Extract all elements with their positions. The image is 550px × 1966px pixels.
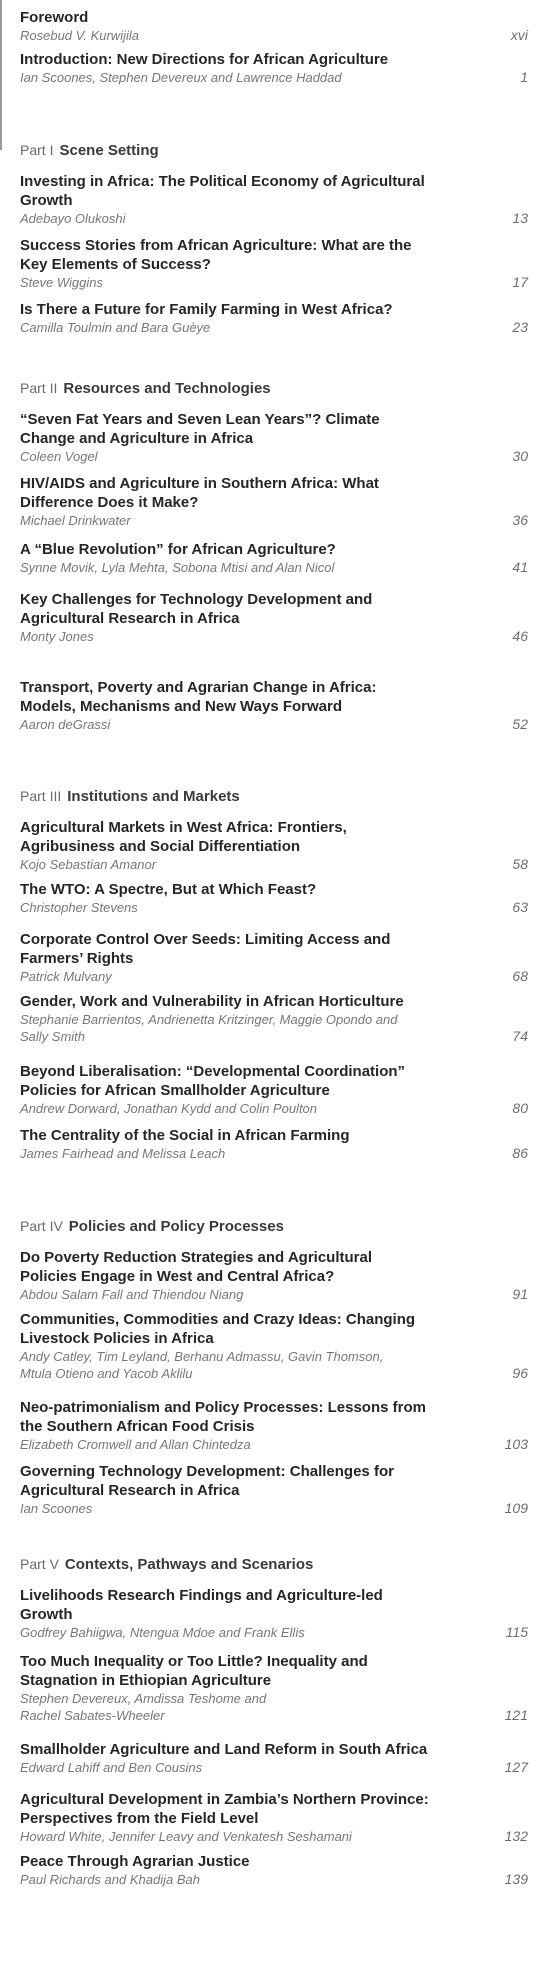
chapter-title-line: Investing in Africa: The Political Economy of Agricultural xyxy=(20,173,425,190)
chapter-authors-line: James Fairhead and Melissa Leach xyxy=(20,1146,226,1161)
toc-entry[interactable] xyxy=(20,300,530,336)
chapter-title-line: Beyond Liberalisation: “Developmental Coordination” xyxy=(20,1063,406,1080)
chapter-title-line: Farmers’ Rights xyxy=(20,950,134,967)
chapter-title-line: Governing Technology Development: Challenges for xyxy=(20,1463,394,1480)
chapter-title-line: Key Elements of Success? xyxy=(20,256,211,273)
chapter-title xyxy=(20,8,490,27)
chapter-title xyxy=(20,992,490,1011)
chapter-authors xyxy=(20,716,490,733)
chapter-authors xyxy=(20,1690,490,1724)
part-number: Part II xyxy=(20,380,58,396)
page-number: 17 xyxy=(512,274,528,290)
chapter-title-line: Transport, Poverty and Agrarian Change in Africa: xyxy=(20,679,377,696)
toc-entry[interactable] xyxy=(20,50,530,86)
toc-entry[interactable] xyxy=(20,1652,530,1724)
part-number: Part V xyxy=(20,1556,59,1572)
page-number: 52 xyxy=(512,716,528,732)
part-number: Part IV xyxy=(20,1218,63,1234)
chapter-title-line: Perspectives from the Field Level xyxy=(20,1810,259,1827)
chapter-title-line: Smallholder Agriculture and Land Reform in South Africa xyxy=(20,1741,428,1758)
chapter-title xyxy=(20,1852,490,1871)
part-name: Policies and Policy Processes xyxy=(68,1218,284,1235)
chapter-authors-line: Stephen Devereux, Amdissa Teshome and xyxy=(20,1691,267,1706)
toc-entry[interactable] xyxy=(20,1248,530,1303)
chapter-authors-line: Monty Jones xyxy=(20,629,94,644)
chapter-authors xyxy=(20,899,490,916)
chapter-title xyxy=(20,172,490,210)
chapter-title xyxy=(20,678,490,716)
chapter-title xyxy=(20,236,490,274)
chapter-title-line: Agribusiness and Social Differentiation xyxy=(20,838,301,855)
part-number: Part I xyxy=(20,142,54,158)
chapter-title-line: the Southern African Food Crisis xyxy=(20,1418,255,1435)
chapter-title-line: Growth xyxy=(20,192,73,209)
chapter-title-line: Communities, Commodities and Crazy Ideas: Changing xyxy=(20,1311,416,1328)
page-number: 132 xyxy=(504,1828,528,1844)
chapter-authors xyxy=(20,1436,490,1453)
page-number: 80 xyxy=(512,1100,528,1116)
toc-entry[interactable] xyxy=(20,172,530,227)
chapter-authors xyxy=(20,1871,490,1888)
chapter-title-line: Change and Agriculture in Africa xyxy=(20,430,254,447)
chapter-title xyxy=(20,474,490,512)
toc-entry[interactable] xyxy=(20,992,530,1045)
part-heading xyxy=(20,142,159,159)
chapter-title-line: Is There a Future for Family Farming in West Africa? xyxy=(20,301,393,318)
chapter-authors xyxy=(20,1100,490,1117)
page-number: xvi xyxy=(510,27,528,43)
page-number: 91 xyxy=(512,1286,528,1302)
chapter-title xyxy=(20,50,490,69)
chapter-authors xyxy=(20,319,490,336)
chapter-title xyxy=(20,410,490,448)
page-number: 96 xyxy=(512,1365,528,1381)
chapter-authors-line: Abdou Salam Fall and Thiendou Niang xyxy=(20,1287,244,1302)
toc-entry[interactable] xyxy=(20,540,530,576)
chapter-authors xyxy=(20,1348,490,1382)
chapter-title xyxy=(20,930,490,968)
chapter-authors xyxy=(20,1500,490,1517)
chapter-authors-line: Howard White, Jennifer Leavy and Venkatesh Seshamani xyxy=(20,1829,352,1844)
toc-entry[interactable] xyxy=(20,236,530,291)
toc-entry[interactable] xyxy=(20,818,530,873)
chapter-authors-line: Michael Drinkwater xyxy=(20,513,131,528)
chapter-title xyxy=(20,1310,490,1348)
part-name: Scene Setting xyxy=(59,142,159,159)
chapter-authors-line: Mtula Otieno and Yacob Aklilu xyxy=(20,1366,193,1381)
page-number: 63 xyxy=(512,899,528,915)
part-number: Part III xyxy=(20,788,62,804)
page-number: 68 xyxy=(512,968,528,984)
toc-entry[interactable] xyxy=(20,1462,530,1517)
chapter-authors-line: Adebayo Olukoshi xyxy=(20,211,126,226)
toc-entry[interactable] xyxy=(20,880,530,916)
chapter-title xyxy=(20,540,490,559)
chapter-title-line: A “Blue Revolution” for African Agriculture? xyxy=(20,541,336,558)
chapter-title xyxy=(20,880,490,899)
chapter-authors xyxy=(20,448,490,465)
chapter-authors xyxy=(20,274,490,291)
page-number: 139 xyxy=(504,1871,528,1887)
page-number: 36 xyxy=(512,512,528,528)
part-heading xyxy=(20,1218,284,1235)
chapter-title xyxy=(20,1790,490,1828)
chapter-title xyxy=(20,1248,490,1286)
toc-entry[interactable] xyxy=(20,1586,530,1641)
page-number: 121 xyxy=(504,1707,528,1723)
chapter-title-line: Policies for African Smallholder Agriculture xyxy=(20,1082,330,1099)
chapter-authors xyxy=(20,559,490,576)
chapter-title-line: Do Poverty Reduction Strategies and Agricultural xyxy=(20,1249,373,1266)
chapter-authors-line: Patrick Mulvany xyxy=(20,969,112,984)
margin-rule xyxy=(0,0,2,150)
chapter-title xyxy=(20,1126,490,1145)
chapter-title-line: Peace Through Agrarian Justice xyxy=(20,1853,250,1870)
chapter-title-line: The WTO: A Spectre, But at Which Feast? xyxy=(20,881,317,898)
chapter-title xyxy=(20,1740,490,1759)
chapter-title-line: Too Much Inequality or Too Little? Inequality and xyxy=(20,1653,368,1670)
toc-entry[interactable] xyxy=(20,1062,530,1117)
chapter-authors xyxy=(20,1286,490,1303)
page-number: 46 xyxy=(512,628,528,644)
toc-entry[interactable] xyxy=(20,8,530,44)
page-number: 127 xyxy=(504,1759,528,1775)
chapter-authors-line: Kojo Sebastian Amanor xyxy=(20,857,157,872)
chapter-authors-line: Sally Smith xyxy=(20,1029,86,1044)
chapter-title-line: Stagnation in Ethiopian Agriculture xyxy=(20,1672,272,1689)
toc-entry[interactable] xyxy=(20,1852,530,1888)
page-number: 23 xyxy=(512,319,528,335)
chapter-title-line: Foreword xyxy=(20,9,89,26)
chapter-title xyxy=(20,300,490,319)
chapter-title-line: Livelihoods Research Findings and Agriculture-led xyxy=(20,1587,383,1604)
chapter-authors xyxy=(20,27,490,44)
chapter-title-line: Introduction: New Directions for African Agriculture xyxy=(20,51,389,68)
chapter-authors xyxy=(20,512,490,529)
toc-entry[interactable] xyxy=(20,1310,530,1382)
chapter-title-line: Growth xyxy=(20,1606,73,1623)
page-number: 41 xyxy=(512,559,528,575)
chapter-authors-line: Ian Scoones xyxy=(20,1501,93,1516)
page-number: 58 xyxy=(512,856,528,872)
chapter-authors xyxy=(20,69,490,86)
chapter-title xyxy=(20,818,490,856)
chapter-authors-line: Christopher Stevens xyxy=(20,900,138,915)
page-number: 30 xyxy=(512,448,528,464)
chapter-authors-line: Paul Richards and Khadija Bah xyxy=(20,1872,200,1887)
chapter-authors-line: Steve Wiggins xyxy=(20,275,103,290)
toc-entry[interactable] xyxy=(20,930,530,985)
chapter-authors-line: Rosebud V. Kurwijila xyxy=(20,28,139,43)
page-number: 86 xyxy=(512,1145,528,1161)
chapter-authors-line: Stephanie Barrientos, Andrienetta Kritzinger, Maggie Opondo and xyxy=(20,1012,398,1027)
chapter-authors xyxy=(20,1759,490,1776)
page-number: 109 xyxy=(504,1500,528,1516)
chapter-title-line: Gender, Work and Vulnerability in African Horticulture xyxy=(20,993,404,1010)
toc-entry[interactable] xyxy=(20,678,530,733)
chapter-authors-line: Synne Movik, Lyla Mehta, Sobona Mtisi and Alan Nicol xyxy=(20,560,335,575)
chapter-authors-line: Camilla Toulmin and Bara Guèye xyxy=(20,320,211,335)
chapter-title-line: Models, Mechanisms and New Ways Forward xyxy=(20,698,343,715)
chapter-authors xyxy=(20,1624,490,1641)
chapter-authors xyxy=(20,1011,490,1045)
chapter-title-line: Agricultural Markets in West Africa: Frontiers, xyxy=(20,819,347,836)
chapter-title xyxy=(20,1586,490,1624)
chapter-title-line: Agricultural Development in Zambia’s Northern Province: xyxy=(20,1791,429,1808)
chapter-authors xyxy=(20,856,490,873)
chapter-title xyxy=(20,1398,490,1436)
chapter-title-line: Neo-patrimonialism and Policy Processes: Lessons from xyxy=(20,1399,426,1416)
chapter-title xyxy=(20,590,490,628)
part-heading xyxy=(20,380,271,397)
chapter-title-line: Key Challenges for Technology Development and xyxy=(20,591,373,608)
chapter-title-line: Difference Does it Make? xyxy=(20,494,199,511)
chapter-title xyxy=(20,1062,490,1100)
part-name: Resources and Technologies xyxy=(63,380,271,397)
chapter-authors-line: Coleen Vogel xyxy=(20,449,98,464)
chapter-title xyxy=(20,1462,490,1500)
page-number: 1 xyxy=(520,69,528,85)
chapter-authors xyxy=(20,968,490,985)
chapter-authors xyxy=(20,210,490,227)
chapter-authors xyxy=(20,1145,490,1162)
chapter-title-line: Agricultural Research in Africa xyxy=(20,610,240,627)
chapter-title-line: HIV/AIDS and Agriculture in Southern Africa: What xyxy=(20,475,379,492)
chapter-authors-line: Andy Catley, Tim Leyland, Berhanu Admassu, Gavin Thomson, xyxy=(20,1349,384,1364)
chapter-authors-line: Elizabeth Cromwell and Allan Chintedza xyxy=(20,1437,251,1452)
part-heading xyxy=(20,788,240,805)
toc-entry[interactable] xyxy=(20,1790,530,1845)
toc-entry[interactable] xyxy=(20,474,530,529)
chapter-title-line: Livestock Policies in Africa xyxy=(20,1330,214,1347)
chapter-authors xyxy=(20,1828,490,1845)
toc-entry[interactable] xyxy=(20,1740,530,1776)
toc-entry[interactable] xyxy=(20,1398,530,1453)
chapter-title-line: Corporate Control Over Seeds: Limiting Access and xyxy=(20,931,391,948)
page-number: 103 xyxy=(504,1436,528,1452)
chapter-title-line: Success Stories from African Agriculture: What are the xyxy=(20,237,412,254)
chapter-authors xyxy=(20,628,490,645)
chapter-authors-line: Rachel Sabates-Wheeler xyxy=(20,1708,165,1723)
page-number: 115 xyxy=(505,1624,528,1640)
chapter-authors-line: Godfrey Bahiigwa, Ntengua Mdoe and Frank Ellis xyxy=(20,1625,305,1640)
chapter-title xyxy=(20,1652,490,1690)
chapter-title-line: Agricultural Research in Africa xyxy=(20,1482,240,1499)
chapter-title-line: Policies Engage in West and Central Africa? xyxy=(20,1268,335,1285)
part-name: Institutions and Markets xyxy=(67,788,240,805)
toc-entry[interactable] xyxy=(20,1126,530,1162)
chapter-authors-line: Aaron deGrassi xyxy=(20,717,111,732)
page-number: 74 xyxy=(512,1028,528,1044)
chapter-authors-line: Edward Lahiff and Ben Cousins xyxy=(20,1760,203,1775)
part-name: Contexts, Pathways and Scenarios xyxy=(64,1556,314,1573)
chapter-title-line: The Centrality of the Social in African Farming xyxy=(20,1127,350,1144)
page-number: 13 xyxy=(512,210,528,226)
chapter-authors-line: Ian Scoones, Stephen Devereux and Lawrence Haddad xyxy=(20,70,342,85)
chapter-title-line: “Seven Fat Years and Seven Lean Years”? Climate xyxy=(20,411,380,428)
part-heading xyxy=(20,1556,313,1573)
toc-entry[interactable] xyxy=(20,590,530,645)
chapter-authors-line: Andrew Dorward, Jonathan Kydd and Colin Poulton xyxy=(20,1101,318,1116)
toc-entry[interactable] xyxy=(20,410,530,465)
